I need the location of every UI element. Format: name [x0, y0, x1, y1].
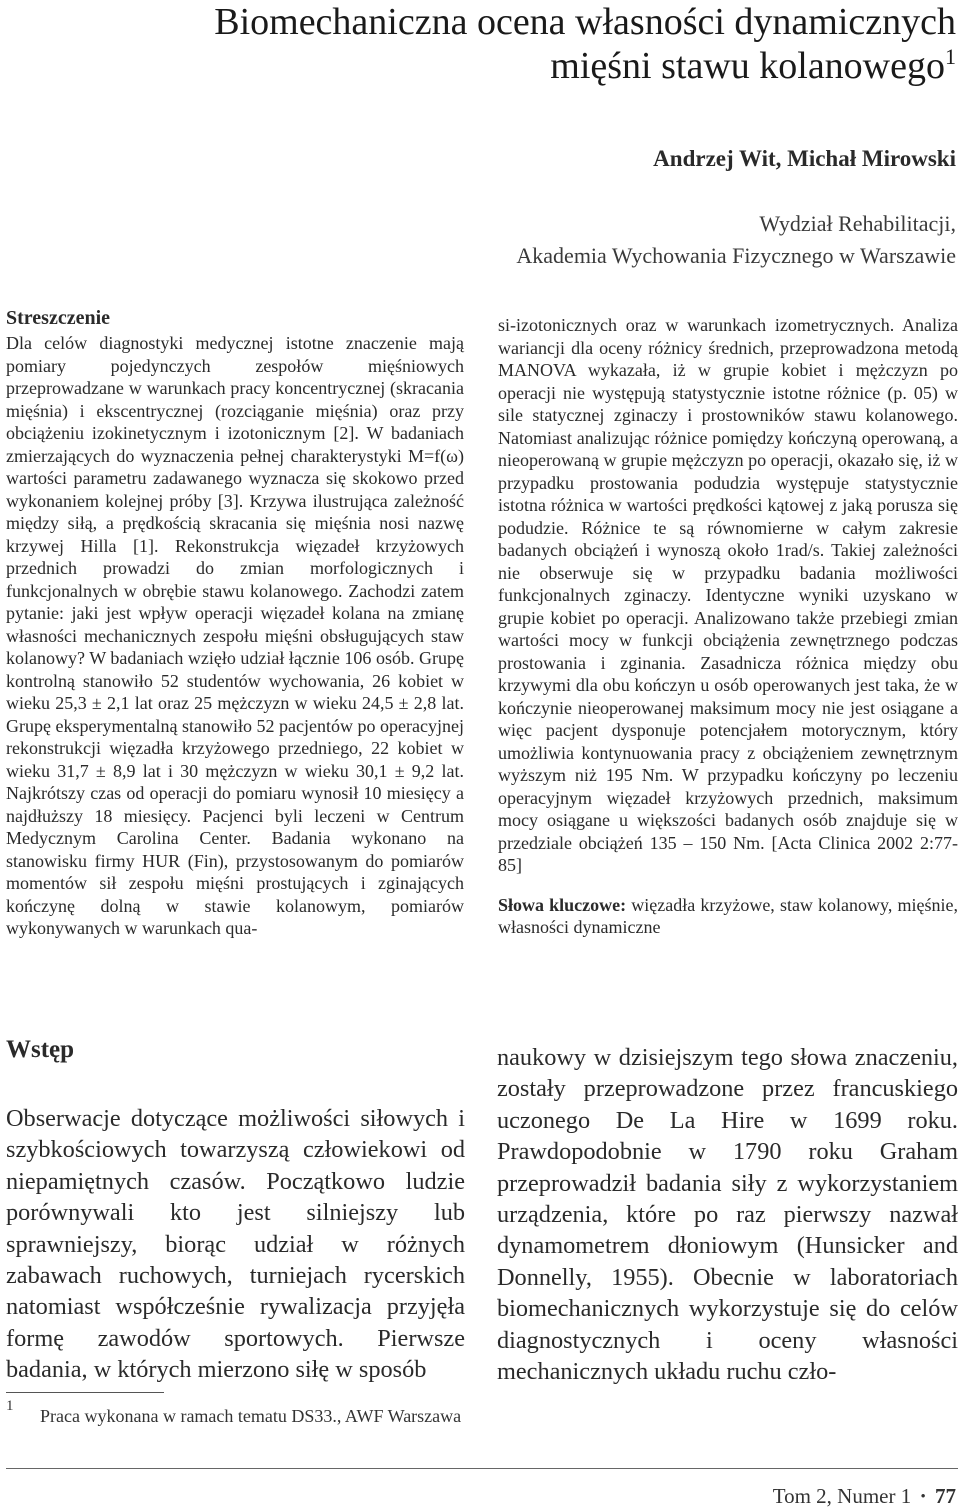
footnote-divider [6, 1392, 164, 1393]
affiliation [256, 208, 956, 272]
abstract-heading: Streszczenie [6, 307, 111, 329]
intro-heading: Wstęp [6, 1036, 75, 1063]
footnote-mark: 1 [6, 1398, 14, 1414]
abstract-left-text: Dla celów diagnostyki medycznej istotne znaczenie mają pomiary pojedynczych zespołów mięśniowych przeprowadzane w warunkach pracy koncentrycznej (skracania mięśnia) i ekscentrycznej (rozciąganie mięśnia) oraz przy obciążeniu izokinetycznym i izotonicznym [2]. W badaniach zmierzających do wyznaczenia pełnej charakterystyki M=f(ω) wartości parametru zadawanego wyznacza się skokowo przed wykonaniem kolejnej próby [3]. Krzywa ilustrująca zależność między siłą, a prędkością skracania się mięśnia nosi nazwę krzywej Hilla [1]. Rekonstrukcja więzadeł krzyżowych przednich prowadzi do zmian morfologicznych i funkcjonalnych w obrębie stawu kolanowego. Zachodzi zatem pytanie: jaki jest wpływ operacji więzadeł kolana na zmianę własności mechanicznych zespołu mięśni obsługujących staw kolanowy? W badaniach wzięło udział łącznie 106 osób. Grupę kontrolną stanowiło 52 studentów wychowania, 26 kobiet w wieku 25,3 ± 2,1 lat oraz 25 mężczyzn w wieku 24,5 ± 2,8 lat. Grupę eksperymentalną stanowiło 52 pacjentów po operacyjnej rekonstrukcji więzadła krzyżowego przedniego, 22 kobiet w wieku 31,7 ± 8,9 lat i 30 mężczyzn w wieku 30,1 ± 9,2 lat. Najkrótszy czas od operacji do pomiaru wynosił 10 miesięcy a najdłuższy 18 miesięcy. Pacjenci byli leczeni w Centrum Medycznym Carolina Center. Badania wykonano na stanowisku firmy HUR (Fin), przystosowanym do pomiarów momentów sił zespołu mięśni prostujących i zginających kończynę dolną w stawie kolanowym, pomiarów wykonywanych w warunkach qua- [6, 333, 464, 938]
authors: Andrzej Wit, Michał Mirowski [653, 146, 956, 171]
footer-divider [6, 1468, 958, 1469]
intro-right-column [497, 1042, 958, 1387]
intro-left-column [6, 1103, 465, 1386]
page-footer [773, 1484, 956, 1509]
article-title-line-2: mięśni stawu kolanowego [550, 45, 945, 87]
affiliation-line-2: Akademia Wychowania Fizycznego w Warszawie [516, 243, 956, 268]
journal-issue: Tom 2, Numer 1 [772, 1484, 912, 1508]
title-footnote-ref: 1 [945, 44, 956, 69]
abstract-right-text: si-izotonicznych oraz w warunkach izometrycznych. Analiza wariancji dla oceny różnicy średnich, przeprowadzona metodą MANOVA wykazała, iż w grupie kobiet i mężczyzn po operacji nie występują statystycznie istotne różnice (p. 05) w sile statycznej zginaczy i prostowników stawu kolanowego. Natomiast analizując różnice pomiędzy kończyną operowaną, a nieoperowaną w grupie mężczyzn po operacji, okazało się, iż w przypadku prostowania podudzia występuje statystycznie istotna różnica w wartości prędkości kątowej z jaką porusza się podudzie. Różnice te są równomierne w całym zakresie badanych obciążeń i wynoszą około 1rad/s. Takiej zależności nie obserwuje się w przypadku badania możliwości funkcjonalnych zginaczy. Identyczne wyniki uzyskano w grupie kobiet po operacji. Analizowano także przebiegi zmian wartości mocy w funkcji obciążenia zewnętrznego podczas prostowania i zginania. Zasadnicza różnica między obu krzywymi dla obu kończyn u osób operowanych jest taka, że w kończynie nieoperowanej maksimum mocy nie jest osiągane a więc pacjent dysponuje potencjałem motorycznym, który umożliwia kontynuowania pracy z obciążeniem zewnętrznym wyższym niż 195 Nm. W przypadku kończyny po leczeniu operacyjnym więzadeł krzyżowych przednich, maksimum mocy osiągane u większości badanych osób znajduje się w przedziale obciążeń 135 – 150 Nm. [Acta Clinica 2002 2:77-85] [498, 315, 958, 875]
article-title-line-1: Biomechaniczna ocena własności dynamicznych [214, 1, 956, 43]
page-number: 77 [935, 1484, 956, 1508]
intro-left-text: Obserwacje dotyczące możliwości siłowych i szybkościowych towarzyszą człowiekowi od niepamiętnych czasów. Początkowo ludzie porównywali kto jest silniejszy lub sprawniejszy, biorąc udział w różnych zabawach ruchowych, turniejach rycerskich natomiast współcześnie rywalizacja przyjęła formę zawodów sportowych. Pierwsze badania, w których mierzono siłę w sposób [6, 1105, 465, 1384]
intro-right-text: naukowy w dzisiejszym tego słowa znaczeniu, zostały przeprowadzone przez francuskiego uczonego De La Hire w 1699 roku. Prawdopodobnie w 1790 roku Graham przeprowadził badania siły z wykorzystaniem urządzenia, które po raz pierwszy nazwał dynamometrem dłoniowym (Hunsicker and Donnelly, 1955). Obecnie w laboratoriach biomechanicznych wykorzystuje się do celów diagnostycznych i oceny własności mechanicznych układu ruchu czło- [497, 1044, 958, 1386]
abstract-right-column [498, 314, 958, 939]
keywords-label: Słowa kluczowe: [498, 894, 627, 915]
abstract-left-column [6, 304, 464, 940]
footer-bullet: • [920, 1489, 926, 1505]
article-title [16, 0, 956, 88]
keywords [498, 894, 958, 939]
affiliation-line-1: Wydział Rehabilitacji, [759, 211, 956, 236]
footnote-text: Praca wykonana w ramach tematu DS33., AWF Warszawa [40, 1406, 462, 1426]
keywords-text: więzadła krzyżowe, staw kolanowy, mięśnie, własności dynamiczne [498, 894, 958, 937]
